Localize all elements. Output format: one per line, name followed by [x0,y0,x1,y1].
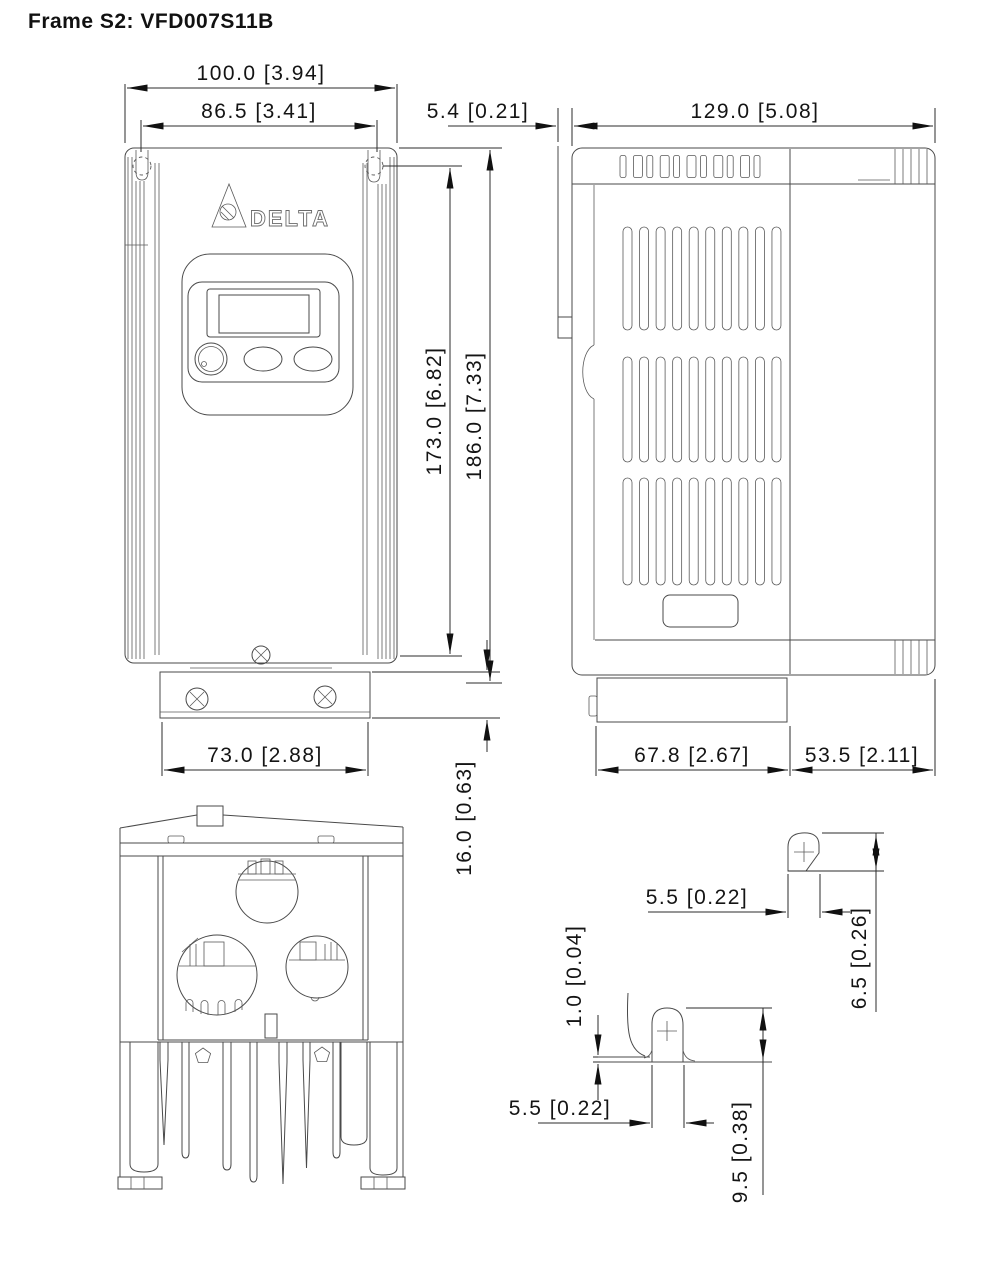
dimensions [125,62,935,1203]
front-view [125,148,397,718]
thumb-notch [583,345,594,399]
detail-upper-mounting-tab [788,833,819,871]
svg-text:186.0 [7.33]: 186.0 [7.33] [463,351,486,481]
vent-slot [656,357,665,462]
dim-tab-height [686,1008,772,1203]
dim-terminal-cover-width [162,722,368,776]
front-screw [252,646,270,664]
vent-slot [772,478,781,585]
svg-text:9.5 [0.38]: 9.5 [0.38] [729,1100,752,1204]
keypad-button-right [294,347,332,371]
svg-text:5.4 [0.21]: 5.4 [0.21] [426,100,530,123]
svg-text:6.5 [0.26]: 6.5 [0.26] [848,906,871,1010]
keypad-button-left [244,347,282,371]
vent-slot [722,227,731,330]
vent-slot [673,478,682,585]
vent-slot [673,227,682,330]
svg-text:86.5 [3.41]: 86.5 [3.41] [201,100,317,123]
dim-tab-width [509,1065,714,1128]
svg-text:5.5 [0.22]: 5.5 [0.22] [508,1097,612,1120]
vent-slot [739,227,748,330]
side-view [558,146,935,722]
vent-slot [706,478,715,585]
vent-slot [689,227,698,330]
mounting-keyhole-left [133,150,151,180]
vent-slot [754,156,760,178]
svg-text:53.5 [2.11]: 53.5 [2.11] [804,744,920,767]
bottom-compartment [120,843,403,1042]
vent-slot [620,156,626,178]
vent-slot [633,156,642,178]
vent-slot [623,357,632,462]
vent-slot [772,227,781,330]
vent-slot [755,227,764,330]
knockout-hole-left [177,935,257,1015]
vent-slot [706,357,715,462]
svg-text:5.5 [0.22]: 5.5 [0.22] [645,886,749,909]
vent-slot [722,357,731,462]
keypad-outline [182,254,353,415]
dim-terminal-cover-height [372,640,500,876]
vent-slot [687,156,696,178]
side-terminal-cover [589,678,787,722]
keypad-latch [558,317,572,338]
vent-slot [689,478,698,585]
vent-slot [640,227,649,330]
rear-plate-fins-bottom [895,640,927,674]
vent-slot [739,357,748,462]
dim-tab-gap [563,925,600,1100]
dim-mounting-width [141,100,377,152]
dim-overall-depth [577,100,935,143]
bottom-center-tab [265,1014,277,1038]
svg-text:67.8 [2.67]: 67.8 [2.67] [634,744,750,767]
vent-slot [623,478,632,585]
vent-slot [722,478,731,585]
dim-rear-depth [792,679,935,776]
side-top-vent-slots [620,156,760,178]
vent-slot [772,357,781,462]
vent-slot [739,478,748,585]
keypad-panel [182,254,353,415]
heatsink-screw-right [314,1047,329,1062]
brand-text: DELTA [250,206,331,231]
svg-text:1.0 [0.04]: 1.0 [0.04] [563,924,586,1028]
heatsink-screw-left [195,1048,210,1063]
dim-slot-height [788,833,884,1012]
vent-slot [689,357,698,462]
vent-slot [656,478,665,585]
display-screen [219,295,309,333]
vent-slot [673,357,682,462]
page-title: Frame S2: VFD007S11B [28,10,274,33]
knockout-hole-right [286,936,348,1001]
detail-lower-mounting-tab [593,993,772,1062]
vent-slot [656,227,665,330]
side-vent-slots [623,227,781,585]
vent-slot [700,156,706,178]
vent-slot [706,227,715,330]
bottom-view [118,806,405,1189]
dim-mounting-height [383,166,462,656]
keypad-inner-panel [188,282,339,382]
front-rail-right [363,157,394,659]
vent-slot [660,156,669,178]
nameplate [663,595,738,627]
mounting-keyhole-right [365,150,383,182]
heatsink [118,1042,405,1189]
svg-text:73.0 [2.88]: 73.0 [2.88] [207,744,323,767]
vent-slot [755,478,764,585]
vent-slot [647,156,653,178]
delta-triangle-icon [212,184,246,227]
front-terminal-cover [160,668,370,718]
vent-slot [640,357,649,462]
display-bezel [207,289,320,337]
vent-slot [714,156,723,178]
knockout-hole-top [236,859,298,923]
bottom-top-cover [120,806,403,856]
vent-slot [674,156,680,178]
potentiometer-knob [195,343,227,375]
dim-slot-width [646,874,850,918]
dim-keypad-protrusion [427,100,625,146]
vent-slot [755,357,764,462]
vent-slot [727,156,733,178]
dim-front-depth [596,726,790,776]
vent-slot [741,156,750,178]
svg-text:173.0 [6.82]: 173.0 [6.82] [423,346,446,476]
front-rail-left [125,157,159,659]
delta-logo [212,184,330,231]
vent-slot [640,478,649,585]
svg-text:129.0 [5.08]: 129.0 [5.08] [690,100,820,123]
rear-plate-fins-top [858,149,927,184]
vent-slot [623,227,632,330]
svg-text:16.0 [0.63]: 16.0 [0.63] [453,760,476,876]
svg-text:100.0 [3.94]: 100.0 [3.94] [196,62,326,85]
